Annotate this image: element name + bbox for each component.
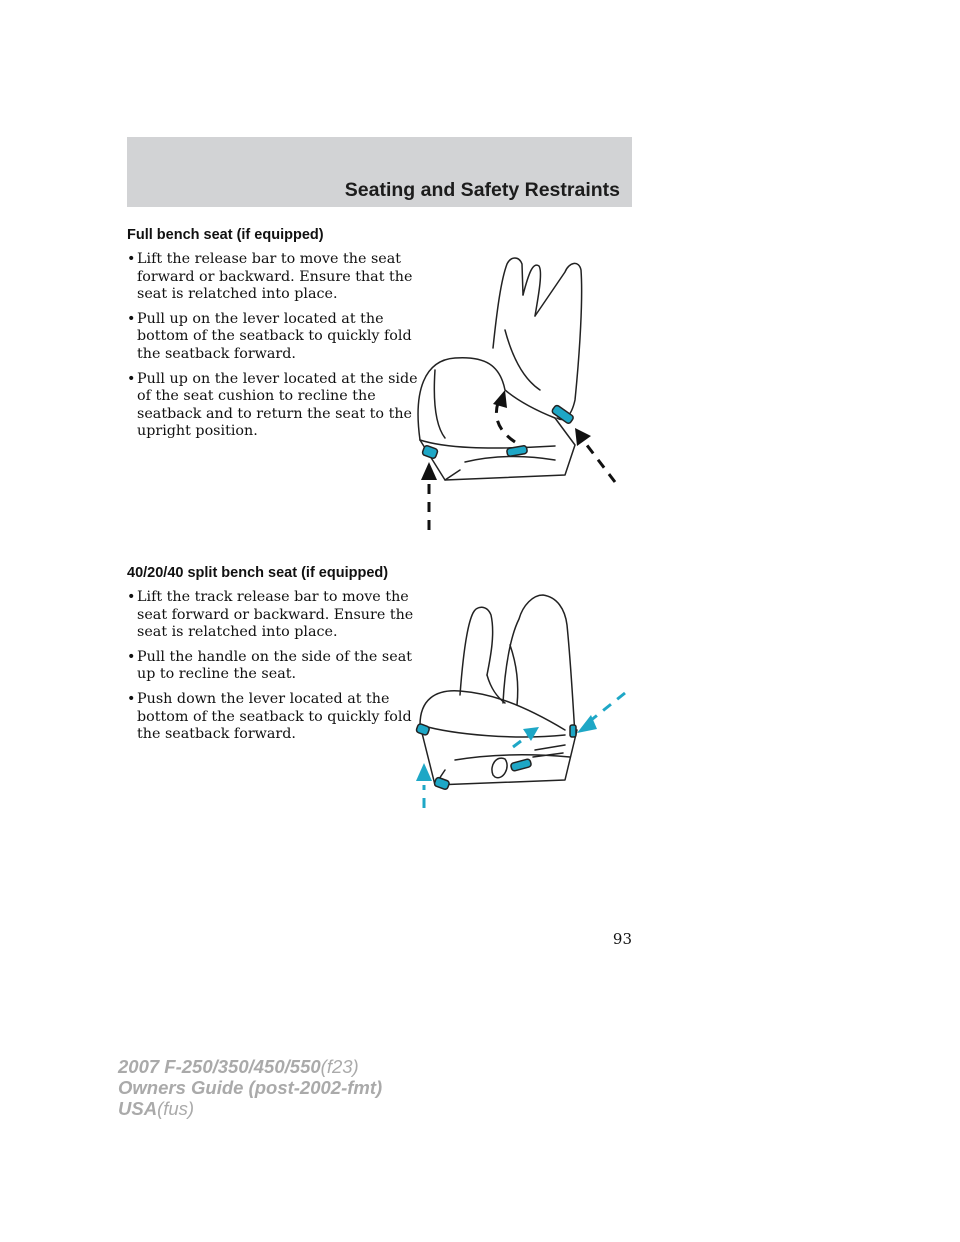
full-bench-seat-section: [127, 227, 427, 448]
split-bench-seat-heading: 40/20/40 split bench seat (if equipped): [127, 565, 389, 581]
page-number: 93: [612, 930, 632, 948]
footer-market: USA: [118, 1098, 158, 1119]
full-bench-seat-list: [127, 251, 427, 441]
list-item: [127, 311, 427, 364]
list-item: [127, 691, 427, 744]
bullet-icon: •: [127, 648, 136, 665]
list-item: [127, 251, 427, 304]
footer-line-3: [118, 1098, 382, 1119]
header-band: [127, 137, 632, 207]
full-bench-seat-illustration: [405, 250, 630, 535]
list-item-text: Pull up on the lever located at the side of the seat cushion to recline the seatback and to return the seat to the upright position.: [137, 370, 418, 440]
footer-line-2: [118, 1077, 382, 1098]
bullet-icon: •: [127, 251, 136, 267]
list-item-text: Lift the track release bar to move the seat forward or backward. Ensure the seat is relatched into place.: [137, 589, 414, 641]
footer: [118, 1056, 382, 1119]
full-bench-seat-heading: Full bench seat (if equipped): [127, 227, 324, 243]
bullet-icon: •: [127, 370, 136, 387]
bullet-icon: •: [127, 690, 136, 707]
footer-market-code: (fus): [157, 1098, 195, 1119]
split-bench-seat-list: [127, 589, 427, 744]
list-item-text: Push down the lever located at the bottom of the seatback to quickly fold the seatback forward.: [137, 690, 412, 743]
list-item: [127, 371, 427, 441]
list-item: [127, 589, 427, 642]
list-item: [127, 649, 427, 684]
footer-line-1: [118, 1056, 382, 1077]
list-item-text: Pull the handle on the side of the seat up to recline the seat.: [137, 648, 412, 683]
footer-model: 2007 F-250/350/450/550: [118, 1056, 321, 1077]
list-item-text: Pull up on the lever located at the bottom of the seatback to quickly fold the seatback forward.: [137, 310, 412, 362]
bullet-icon: •: [127, 589, 136, 605]
footer-model-code: (f23): [320, 1056, 359, 1077]
split-bench-seat-section: [127, 565, 427, 751]
footer-guide: Owners Guide (post-2002-fmt): [118, 1077, 383, 1098]
bullet-icon: •: [127, 310, 136, 327]
list-item-text: Lift the release bar to move the seat forward or backward. Ensure that the seat is relatched into place.: [137, 251, 413, 303]
split-bench-seat-illustration: [405, 585, 630, 815]
section-title: Seating and Safety Restraints: [344, 179, 620, 201]
